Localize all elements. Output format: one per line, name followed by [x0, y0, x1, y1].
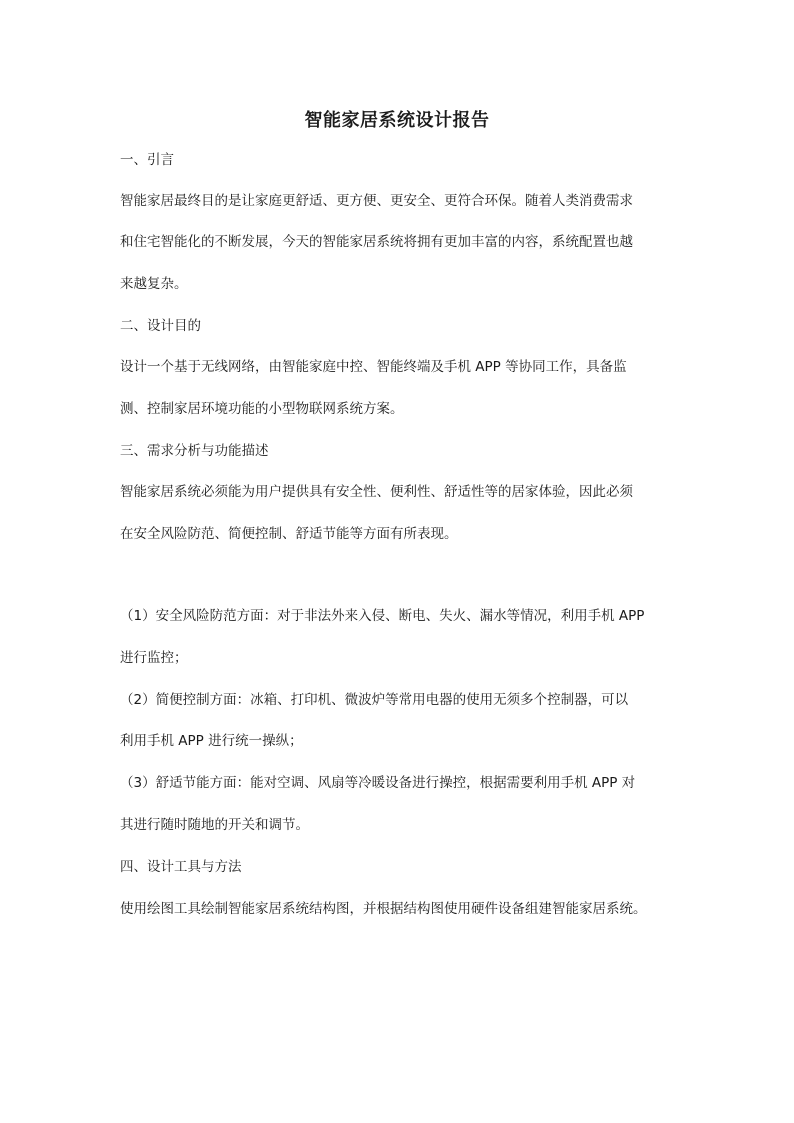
list-item-line: （1）安全风险防范方面：对于非法外来入侵、断电、失火、漏水等情况，利用手机 APP — [120, 608, 645, 624]
list-item-line: 其进行随时随地的开关和调节。 — [120, 817, 309, 833]
section-heading-introduction: 一、引言 — [120, 152, 174, 168]
document-title: 智能家居系统设计报告 — [304, 110, 490, 131]
paragraph-line: 在安全风险防范、简便控制、舒适节能等方面有所表现。 — [120, 526, 458, 542]
paragraph-line: 测、控制家居环境功能的小型物联网系统方案。 — [120, 401, 404, 417]
paragraph-line: 使用绘图工具绘制智能家居系统结构图，并根据结构图使用硬件设备组建智能家居系统。 — [120, 901, 647, 917]
list-item-line: （3）舒适节能方面：能对空调、风扇等冷暖设备进行操控，根据需要利用手机 APP 对 — [120, 775, 636, 791]
section-heading-design-purpose: 二、设计目的 — [120, 318, 201, 334]
paragraph-line: 设计一个基于无线网络，由智能家庭中控、智能终端及手机 APP 等协同工作，具备监 — [120, 359, 627, 375]
list-item-line: 进行监控； — [120, 650, 188, 666]
paragraph-line: 智能家居系统必须能为用户提供具有安全性、便利性、舒适性等的居家体验，因此必须 — [120, 484, 633, 500]
section-heading-requirements: 三、需求分析与功能描述 — [120, 443, 269, 459]
paragraph-line: 和住宅智能化的不断发展，今天的智能家居系统将拥有更加丰富的内容，系统配置也越 — [120, 234, 633, 250]
paragraph-line: 来越复杂。 — [120, 276, 188, 292]
paragraph-line: 智能家居最终目的是让家庭更舒适、更方便、更安全、更符合环保。随着人类消费需求 — [120, 193, 633, 209]
section-heading-tools-methods: 四、设计工具与方法 — [120, 859, 242, 875]
list-item-line: 利用手机 APP 进行统一操纵； — [120, 733, 303, 749]
list-item-line: （2）简便控制方面：冰箱、打印机、微波炉等常用电器的使用无须多个控制器，可以 — [120, 692, 629, 708]
